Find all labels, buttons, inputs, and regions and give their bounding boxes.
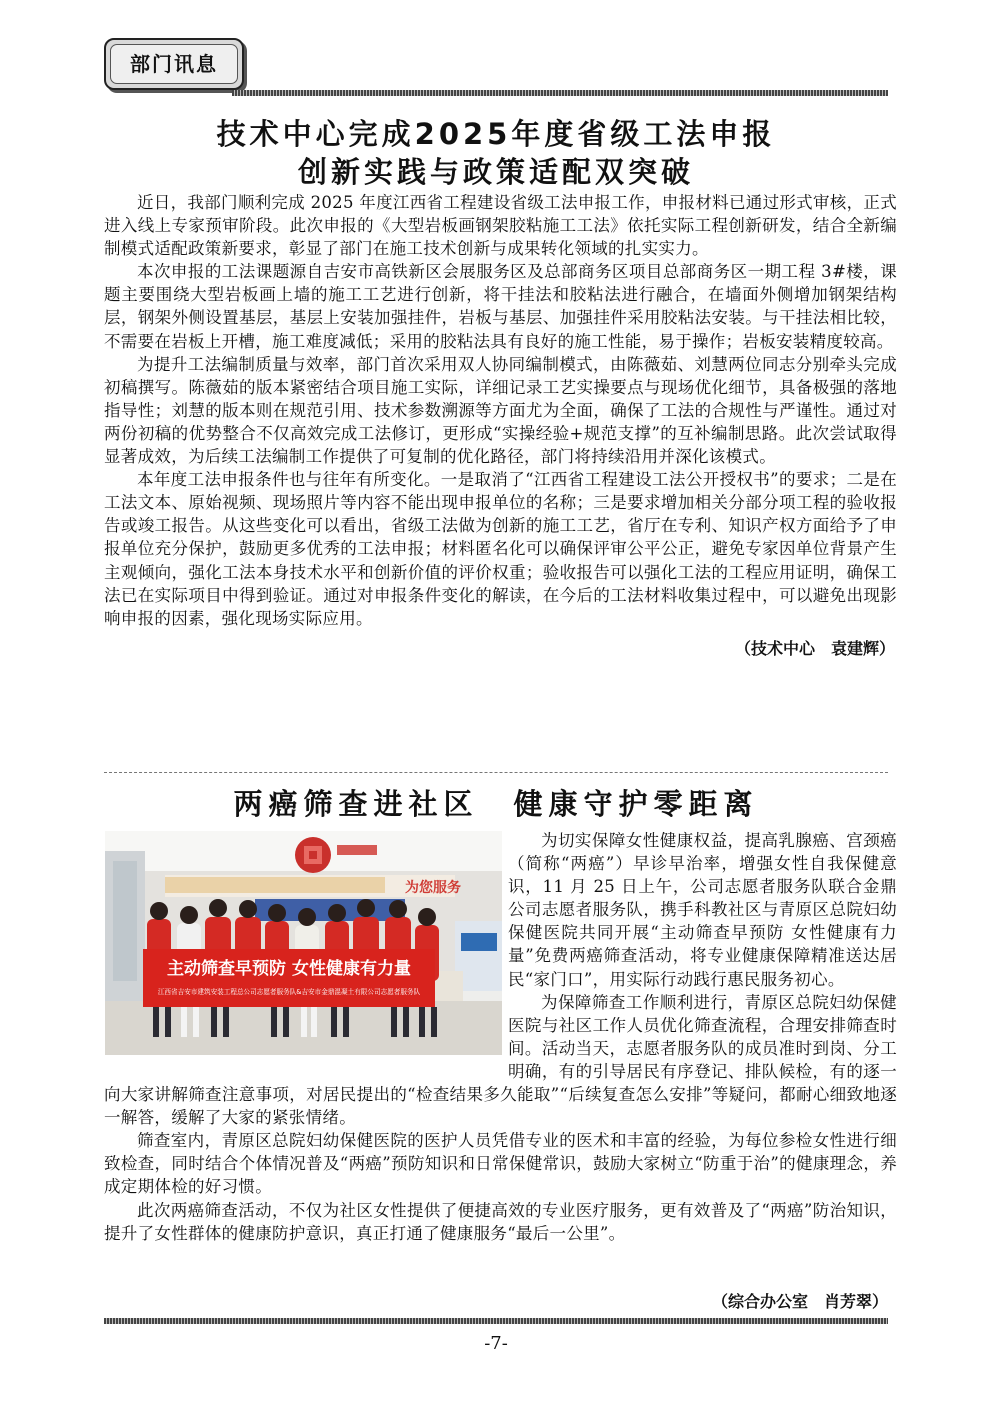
article2-paragraph-3: 筛查室内，青原区总院妇幼保健医院的医护人员凭借专业的医术和丰富的经验，为每位参检女性进行细致检查，同时结合个体情况普及“两癌”预防知识和日常保健常识，鼓励大家树立“防重于治”的健康理念，养成定期体检的好习惯。 bbox=[104, 1131, 897, 1197]
article2-byline: （综合办公室 肖芳翠） bbox=[711, 1292, 888, 1311]
section-tag bbox=[104, 38, 244, 90]
banner-main-text: 主动筛查早预防 女性健康有力量 bbox=[167, 959, 411, 979]
article1-paragraph-3: 为提升工法编制质量与效率，部门首次采用双人协同编制模式，由陈薇茹、刘慧两位同志分别牵头完成初稿撰写。陈薇茹的版本紧密结合项目施工实际，详细记录工艺实操要点与现场优化细节，具备极强的落地指导性；刘慧的版本则在规范引用、技术参数溯源等方面尤为全面，确保了工法的合规性与严谨性。通过对两份初稿的优势整合不仅高效完成工法修订，更形成“实操经验+规范支撑”的互补编制思路。此次尝试取得显著成效，为后续工法编制工作提供了可复制的优化路径，部门将持续沿用并深化该模式。 bbox=[104, 354, 897, 467]
article2-paragraph-4: 此次两癌筛查活动，不仅为社区女性提供了便捷高效的专业医疗服务，更有效普及了“两癌”防治知识，提升了女性群体的健康防护意识，真正打通了健康服务“最后一公里”。 bbox=[104, 1200, 897, 1243]
article-divider bbox=[104, 772, 888, 773]
wall-slogan: 为您服务 bbox=[405, 880, 461, 896]
footer-rule bbox=[104, 1318, 888, 1324]
article1-body bbox=[104, 191, 897, 659]
article1-title-line1: 技术中心完成2025年度省级工法申报 bbox=[216, 117, 776, 151]
section-tag-label: 部门讯息 bbox=[110, 44, 238, 84]
article1-paragraph-1: 近日，我部门顺利完成 2025 年度江西省工程建设省级工法申报工作，申报材料已通过形式审核，正式进入线上专家预审阶段。此次申报的《大型岩板画钢架胶粘施工工法》依托实际工程创新研发，结合全新编制模式适配政策新要求，彰显了部门在施工技术创新与成果转化领域的扎实实力。 bbox=[104, 193, 897, 259]
article2-paragraph-2: 为保障筛查工作顺利进行，青原区总院妇幼保健医院与社区工作人员优化筛查流程，合理安排筛查时间。活动当天，志愿者服务队的成员准时到岗、分工明确，有的引导居民有序登记、排队候检，有的逐一向大家讲解筛查注意事项，对居民提出的“检查结果多久能取”“后续复查怎么安排”等疑问，都耐心细致地逐一解答，缓解了大家的紧张情绪。 bbox=[104, 992, 897, 1128]
page-number: -7- bbox=[484, 1333, 508, 1354]
article1-byline: （技术中心 袁建辉） bbox=[734, 638, 895, 658]
article1-paragraph-2: 本次申报的工法课题源自吉安市高铁新区会展服务区及总部商务区项目总部商务区一期工程 3#楼，课题主要围绕大型岩板画上墙的施工工艺进行创新，将干挂法和胶粘法进行融合，在墙面外侧增加钢架结构层，钢架外侧设置基层，基层上安装加强挂件，岩板与基层、加强挂件采用胶粘法安装。与干挂法相比较，不需要在岩板上开槽，施工难度减低；采用的胶粘法具有良好的施工性能，易于操作；岩板安装精度较高。 bbox=[104, 262, 897, 351]
article2-title: 两癌筛查进社区 健康守护零距离 bbox=[233, 787, 759, 821]
article1-paragraph-4: 本年度工法申报条件也与往年有所变化。一是取消了“江西省工程建设工法公开授权书”的要求；二是在工法文本、原始视频、现场照片等内容不能出现申报单位的名称；三是要求增加相关分部分项工程的验收报告或竣工报告。从这些变化可以看出，省级工法做为创新的施工工艺，省厅在专利、知识产权方面给予了申报单位充分保护，鼓励更多优秀的工法申报；材料匿名化可以确保评审公平公正，避免专家因单位背景产生主观倾向，强化工法本身技术水平和创新价值的评价权重；验收报告可以强化工法的工程应用证明，确保工法已在实际项目中得到验证。通过对申报条件变化的解读，在今后的工法材料收集过程中，可以避免出现影响申报的因素，强化现场实际应用。 bbox=[104, 470, 897, 628]
article1-title-line2: 创新实践与政策适配双突破 bbox=[297, 155, 694, 189]
article2-body bbox=[104, 829, 897, 1245]
banner-sub-text: 江西省吉安市建筑安装工程总公司志愿者服务队&吉安市金鼎混凝土有限公司志愿者服务队 bbox=[157, 988, 421, 996]
header-rule bbox=[232, 90, 888, 96]
article2-paragraph-1: 为切实保障女性健康权益，提高乳腺癌、宫颈癌（简称“两癌”）早诊早治率，增强女性自我保健意识，11 月 25 日上午，公司志愿者服务队联合金鼎公司志愿者服务队，携手科教社区与青原区总院妇幼保健医院共同开展“主动筛查早预防 女性健康有力量”免费两癌筛查活动，将专业健康保障精准送达居民“家门口”，用实际行动践行惠民服务初心。 bbox=[508, 831, 897, 989]
